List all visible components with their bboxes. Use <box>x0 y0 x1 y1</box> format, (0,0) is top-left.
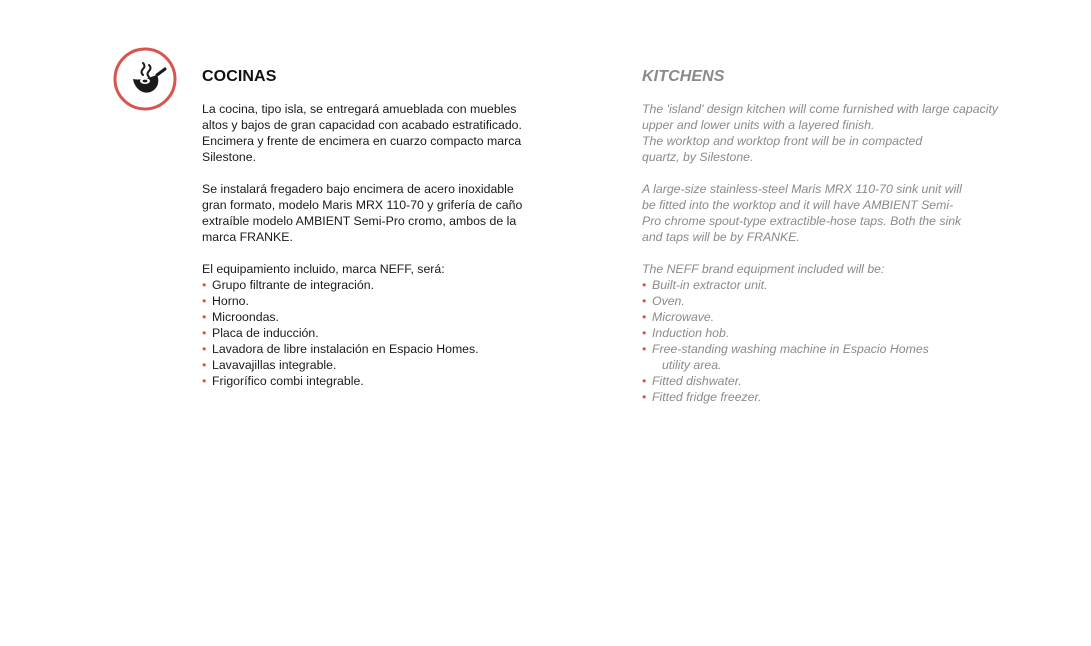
text-line: altos y bajos de gran capacidad con acabado estratificado. <box>202 118 522 132</box>
bullet-icon: • <box>642 342 647 356</box>
text-line: La cocina, tipo isla, se entregará amueblada con muebles <box>202 102 517 116</box>
bullet-icon: • <box>642 278 647 292</box>
text-line: Se instalará fregadero bajo encimera de acero inoxidable <box>202 182 514 196</box>
bullet-icon: • <box>642 390 647 404</box>
text-line: Silestone. <box>202 150 257 164</box>
equipment-list-en <box>642 277 1042 405</box>
list-item: • Horno. <box>202 294 249 308</box>
section-title-es: COCINAS <box>202 68 277 85</box>
equipment-intro-es: El equipamiento incluido, marca NEFF, será: <box>202 262 445 276</box>
text-line: extraíble modelo AMBIENT Semi-Pro cromo, ambos de la <box>202 214 517 228</box>
equipment-intro-en: The NEFF brand equipment included will be: <box>642 262 885 276</box>
text-line: and taps will be by FRANKE. <box>642 230 800 244</box>
list-item: • Fitted dishwater. <box>642 374 742 388</box>
list-item: • Microwave. <box>642 310 715 324</box>
text-line: The 'island' design kitchen will come furnished with large capacity <box>642 102 999 116</box>
list-item: • Microondas. <box>202 310 279 324</box>
list-item: • Fitted fridge freezer. <box>642 390 762 404</box>
bullet-icon: • <box>202 326 207 340</box>
list-item: • Frigorífico combi integrable. <box>202 374 364 388</box>
text-line: A large-size stainless-steel Maris MRX 110-70 sink unit will <box>642 182 962 196</box>
bullet-icon: • <box>642 326 647 340</box>
sink-paragraph-en <box>642 181 1042 245</box>
list-item: • Free-standing washing machine in Espacio Homes utility area. <box>642 341 1042 373</box>
list-item: • Lavadora de libre instalación en Espacio Homes. <box>202 342 479 356</box>
sink-paragraph-es <box>202 181 562 245</box>
bullet-icon: • <box>202 374 207 388</box>
text-line: be fitted into the worktop and it will have AMBIENT Semi- <box>642 198 954 212</box>
text-line: Pro chrome spout-type extractible-hose taps. Both the sink <box>642 214 962 228</box>
bullet-icon: • <box>202 358 207 372</box>
list-item: • Placa de inducción. <box>202 326 319 340</box>
equipment-list-es <box>202 277 562 389</box>
list-item: • Induction hob. <box>642 326 730 340</box>
text-line: The worktop and worktop front will be in compacted <box>642 134 923 148</box>
list-item: • Built-in extractor unit. <box>642 278 768 292</box>
text-line: gran formato, modelo Maris MRX 110-70 y grifería de caño <box>202 198 523 212</box>
list-item: • Oven. <box>642 294 685 308</box>
english-column <box>642 67 1042 405</box>
bullet-icon: • <box>642 310 647 324</box>
list-item-continuation: utility area. <box>662 358 722 372</box>
list-item: • Grupo filtrante de integración. <box>202 278 375 292</box>
list-item: • Lavavajillas integrable. <box>202 358 337 372</box>
bullet-icon: • <box>202 294 207 308</box>
kitchen-section-icon <box>113 47 177 111</box>
bullet-icon: • <box>202 278 207 292</box>
text-line: upper and lower units with a layered finish. <box>642 118 875 132</box>
cooking-pan-icon <box>113 47 177 111</box>
spanish-column <box>202 67 562 389</box>
bullet-icon: • <box>642 294 647 308</box>
description-paragraph-en <box>642 101 1042 165</box>
text-line: quartz, by Silestone. <box>642 150 754 164</box>
bullet-icon: • <box>202 342 207 356</box>
bullet-icon: • <box>202 310 207 324</box>
text-line: marca FRANKE. <box>202 230 293 244</box>
text-line: Encimera y frente de encimera en cuarzo compacto marca <box>202 134 522 148</box>
bullet-icon: • <box>642 374 647 388</box>
description-paragraph-es <box>202 101 562 165</box>
section-title-en: KITCHENS <box>642 68 725 85</box>
